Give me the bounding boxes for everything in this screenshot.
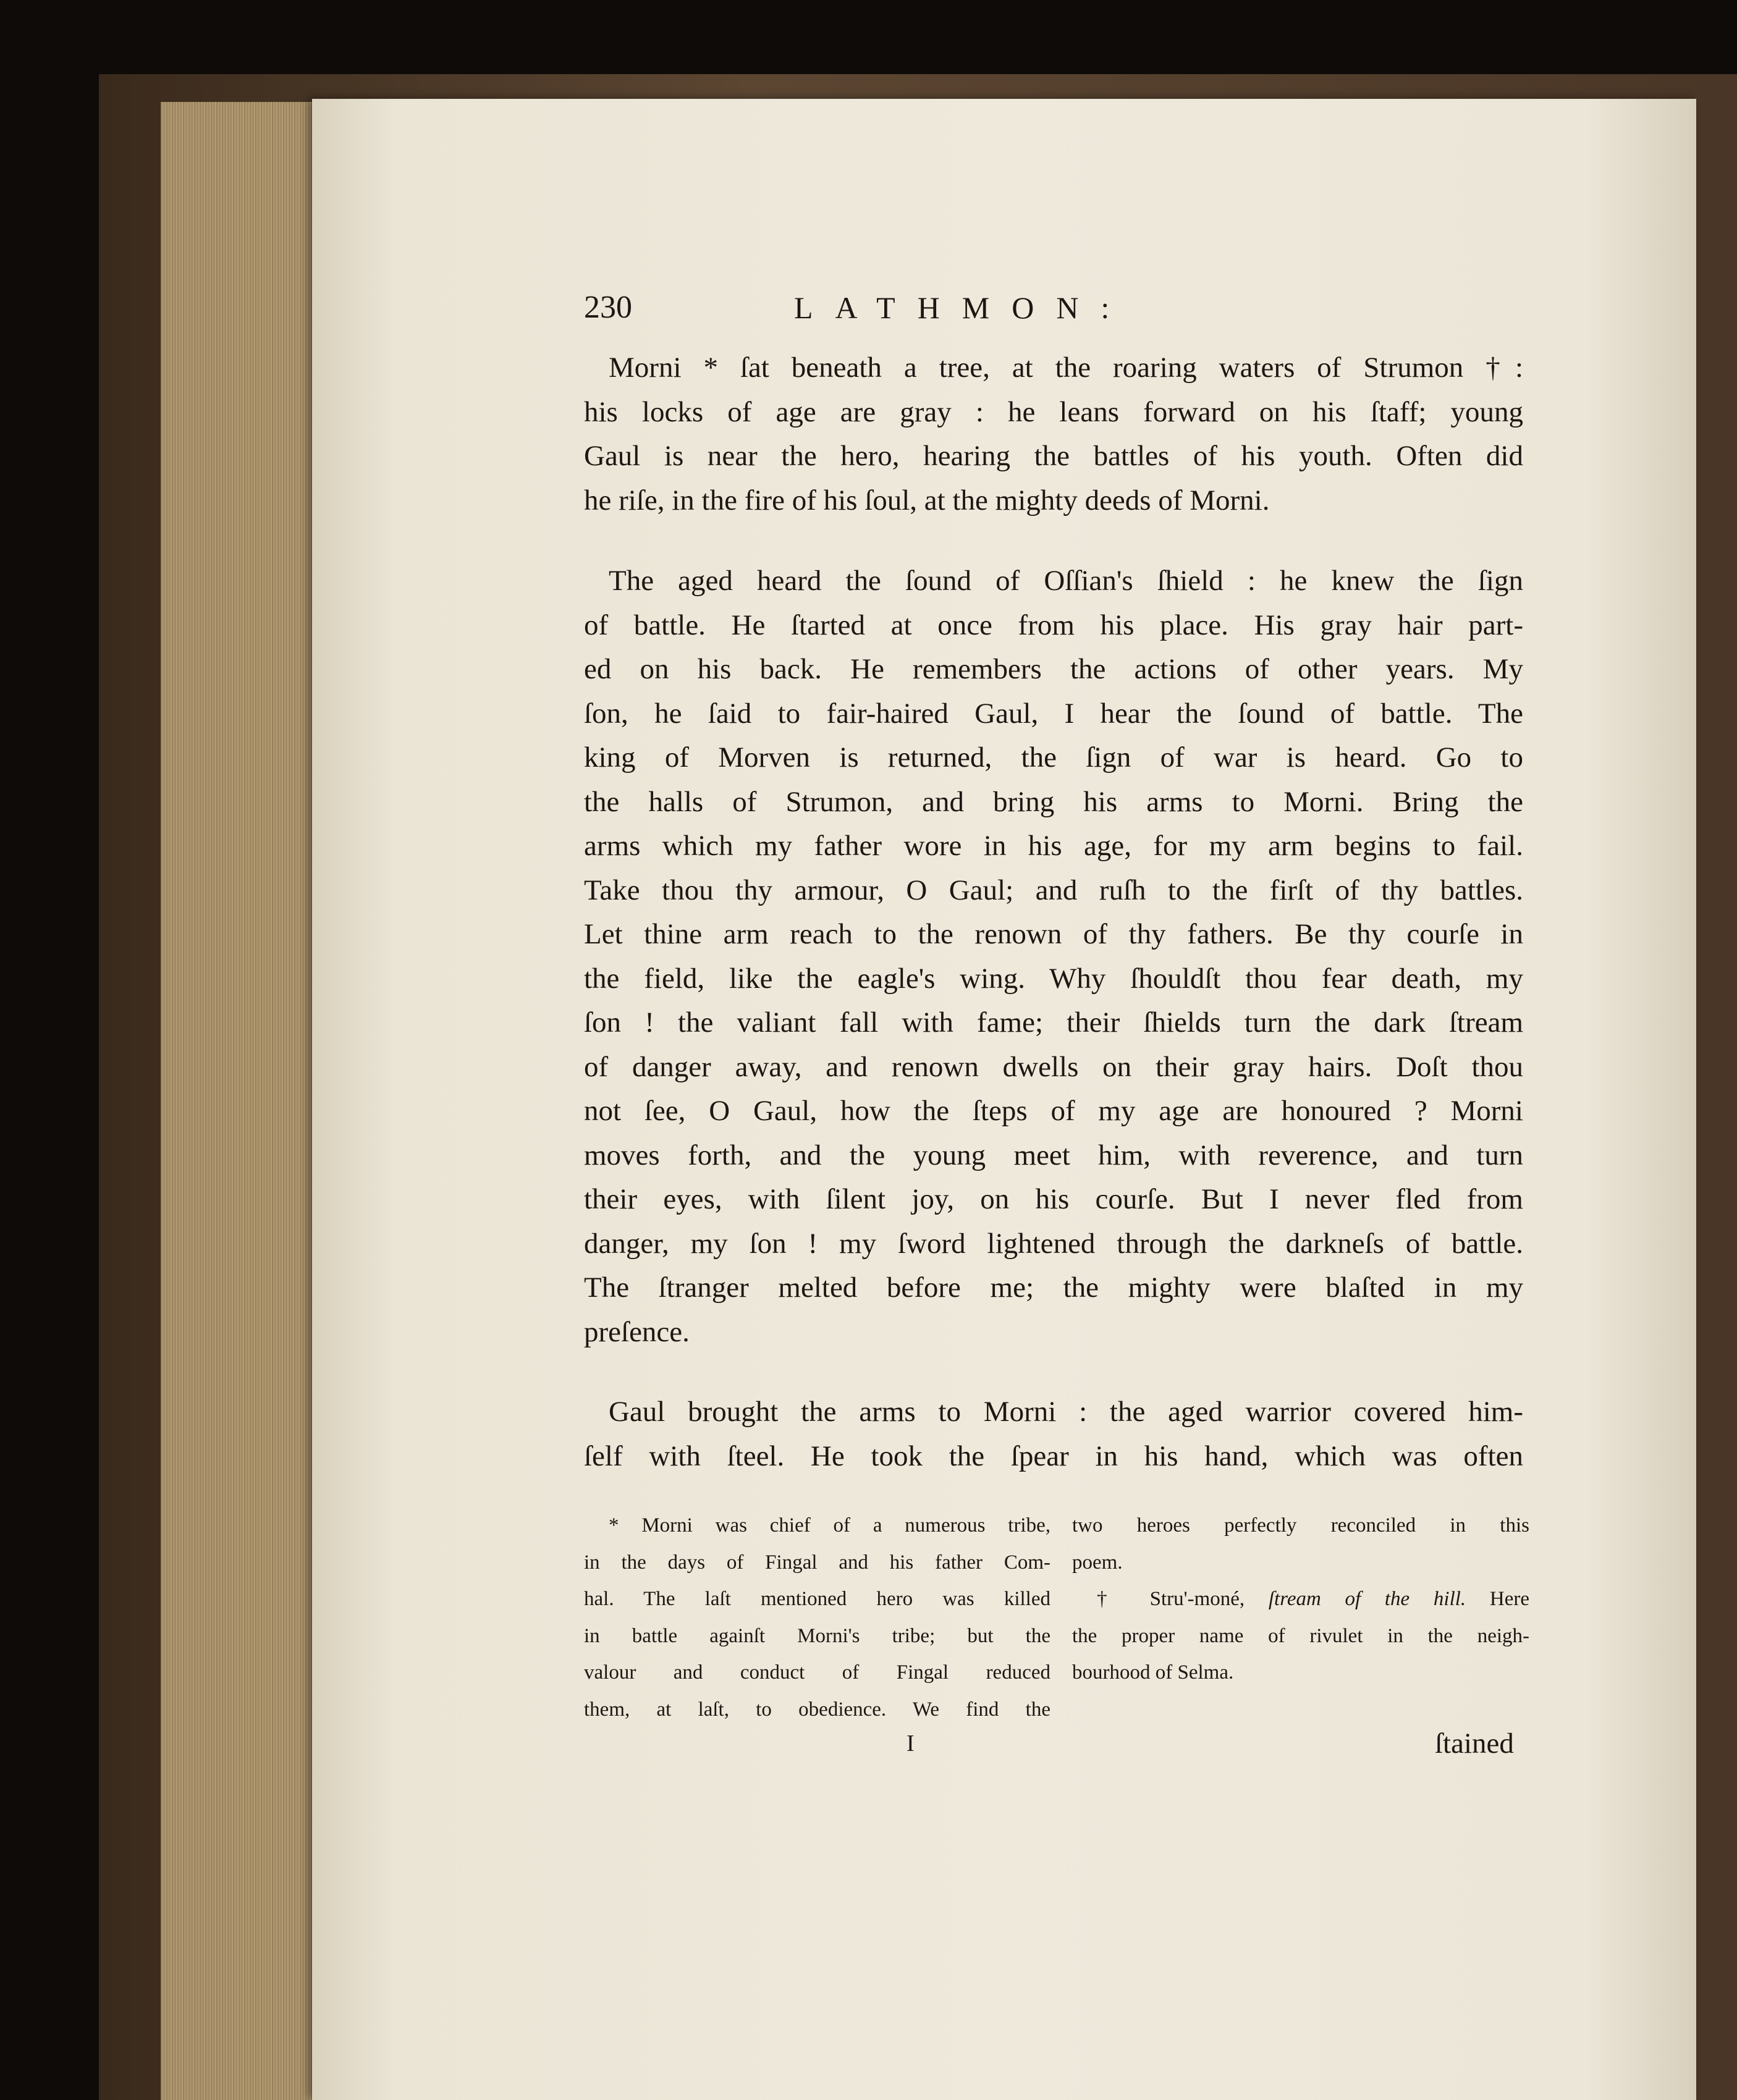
text-line: Take thou thy armour, O Gaul; and ruſh to the firſt of thy battles.	[584, 874, 1523, 906]
footnote-text: † Stru'-moné,	[1097, 1588, 1269, 1610]
paragraph-1	[584, 346, 1523, 523]
text-line: not ſee, O Gaul, how the ſteps of my age are honoured ? Morni	[584, 1095, 1523, 1127]
paragraph-3	[584, 1390, 1523, 1478]
footnotes	[584, 1508, 1529, 1721]
footnote-line-strumon	[1072, 1581, 1529, 1618]
text-line: their eyes, with ſilent joy, on his courſe. But I never fled from	[584, 1183, 1523, 1215]
footnote-line: in the days of Fingal and his father Com-	[584, 1551, 1050, 1574]
footnote-line: the proper name of rivulet in the neigh-	[1072, 1624, 1529, 1647]
footnote-line: poem.	[1072, 1551, 1123, 1574]
text-line: he riſe, in the fire of his ſoul, at the mighty deeds of Morni.	[584, 484, 1270, 517]
footnote-text: Here	[1466, 1588, 1529, 1610]
text-line: The aged heard the ſound of Oſſian's ſhield : he knew the ſign	[609, 565, 1523, 597]
signature-mark: I	[907, 1731, 915, 1756]
text-line: preſence.	[584, 1315, 690, 1348]
text-line: of battle. He ſtarted at once from his place. His gray hair part-	[584, 609, 1523, 641]
page-number: 230	[584, 290, 632, 325]
footnote-column-left	[584, 1508, 1050, 1728]
footnote-line: bourhood of Selma.	[1072, 1661, 1234, 1684]
text-line: Gaul brought the arms to Morni : the aged warrior covered him-	[609, 1396, 1523, 1428]
footnote-line: two heroes perfectly reconciled in this	[1072, 1514, 1529, 1537]
text-line: ſon, he ſaid to fair-haired Gaul, I hear the ſound of battle. The	[584, 697, 1523, 730]
footnote-line: them, at laſt, to obedience. We find the	[584, 1698, 1050, 1721]
text-line: moves forth, and the young meet him, with reverence, and turn	[584, 1139, 1523, 1171]
footnote-column-right	[1072, 1508, 1529, 1692]
page-edges	[161, 102, 315, 2100]
text-line: ed on his back. He remembers the actions of other years. My	[584, 653, 1523, 685]
text-line: Let thine arm reach to the renown of thy fathers. Be thy courſe in	[584, 918, 1523, 950]
text-line: ſelf with ſteel. He took the ſpear in his hand, which was often	[584, 1440, 1523, 1472]
running-title: LATHMON:	[794, 290, 1132, 325]
catchword: ſtained	[1435, 1727, 1514, 1760]
text-line: the halls of Strumon, and bring his arms to Morni. Bring the	[584, 785, 1523, 818]
text-line: Gaul is near the hero, hearing the battles of his youth. Often did	[584, 440, 1523, 472]
text-line: The ſtranger melted before me; the mighty were blaſted in my	[584, 1271, 1523, 1304]
text-line: arms which my father wore in his age, for my arm begins to fail.	[584, 830, 1523, 862]
text-line: danger, my ſon ! my ſword lightened through the darkneſs of battle.	[584, 1227, 1523, 1260]
footnote-line: in battle againſt Morni's tribe; but the	[584, 1624, 1050, 1647]
footnote-line: hal. The laſt mentioned hero was killed	[584, 1588, 1050, 1610]
text-line: king of Morven is returned, the ſign of war is heard. Go to	[584, 741, 1523, 774]
footnote-line: valour and conduct of Fingal reduced	[584, 1661, 1050, 1684]
page-header	[584, 289, 1523, 326]
footnote-line: * Morni was chief of a numerous tribe,	[609, 1514, 1050, 1537]
text-line: ſon ! the valiant fall with fame; their ſhields turn the dark ſtream	[584, 1006, 1523, 1039]
paragraph-2	[584, 559, 1523, 1354]
text-line: his locks of age are gray : he leans forward on his ſtaff; young	[584, 395, 1523, 428]
text-line: Morni * ſat beneath a tree, at the roaring waters of Strumon †:	[609, 352, 1523, 384]
text-line: of danger away, and renown dwells on their gray hairs. Doſt thou	[584, 1050, 1523, 1083]
footnote-italic-gloss: ſtream of the hill.	[1268, 1588, 1466, 1610]
text-line: the field, like the eagle's wing. Why ſhouldſt thou fear death, my	[584, 962, 1523, 995]
